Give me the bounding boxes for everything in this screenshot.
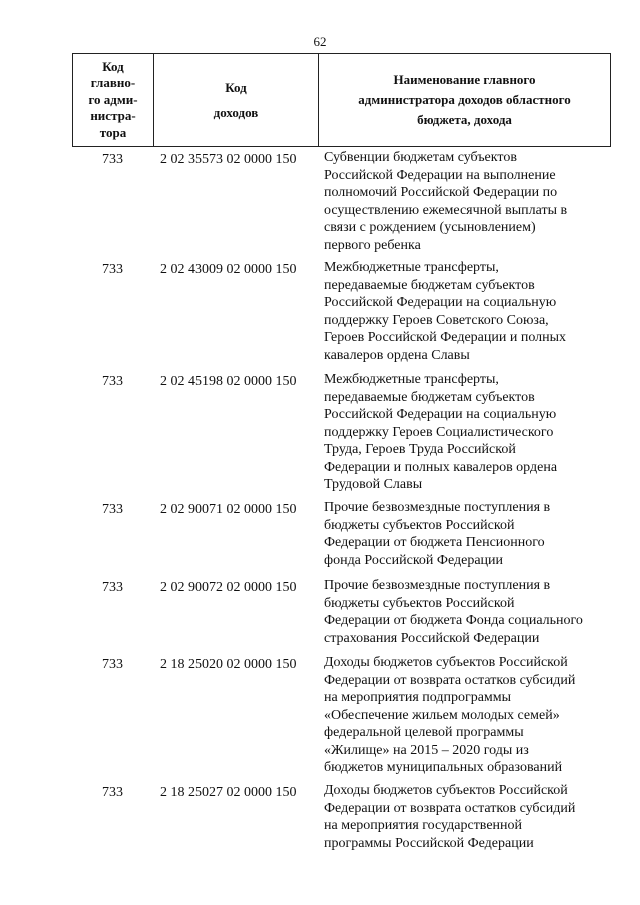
admin-code-cell: 733	[102, 152, 123, 167]
page-number: 62	[313, 34, 327, 49]
income-name-cell: Субвенции бюджетам субъектов Российской Федерации на выполнение полномочий Российской Федерации по осуществлению ежемесячной выплаты в связи с рождением (усыновлением) первого ребенка	[324, 150, 568, 253]
income-code-cell: 2 18 25027 02 0000 150	[160, 785, 297, 800]
income-name-cell: Прочие безвозмездные поступления в бюджеты субъектов Российской Федерации от бюджета Фонда социального страхования Российской Федерации	[324, 578, 583, 646]
header-name: Наименование главного администратора доходов областного бюджета, дохода	[358, 72, 571, 127]
income-code-cell: 2 18 25020 02 0000 150	[160, 657, 297, 672]
income-code-cell: 2 02 90071 02 0000 150	[160, 502, 297, 517]
table-header	[72, 53, 611, 147]
income-code-cell: 2 02 35573 02 0000 150	[160, 152, 297, 167]
header-admin-code: Код главно- го адми- нистра- тора	[73, 54, 154, 146]
admin-code-cell: 733	[102, 262, 123, 277]
income-code-cell: 2 02 43009 02 0000 150	[160, 262, 297, 277]
admin-code-cell: 733	[102, 580, 123, 595]
admin-code-cell: 733	[102, 374, 123, 389]
admin-code-cell: 733	[102, 657, 123, 672]
admin-code-cell: 733	[102, 502, 123, 517]
income-code-cell: 2 02 45198 02 0000 150	[160, 374, 297, 389]
income-code-cell: 2 02 90072 02 0000 150	[160, 580, 297, 595]
income-name-cell: Межбюджетные трансферты, передаваемые бюджетам субъектов Российской Федерации на социальную поддержку Героев Советского Союза, Героев Российской Федерации и полных кавалеров ордена Славы	[324, 260, 567, 363]
admin-code-cell: 733	[102, 785, 123, 800]
income-name-cell: Прочие безвозмездные поступления в бюджеты субъектов Российской Федерации от бюджета Пенсионного фонда Российской Федерации	[324, 500, 551, 568]
income-name-cell: Межбюджетные трансферты, передаваемые бюджетам субъектов Российской Федерации на социальную поддержку Героев Социалистического Труда, Героев Труда Российской Федерации и полных кавалеров ордена Трудовой Славы	[324, 372, 558, 492]
header-income-code: Код доходов	[154, 54, 319, 146]
income-name-cell: Доходы бюджетов субъектов Российской Федерации от возврата остатков субсидий на мероприятия подпрограммы «Обеспечение жильем молодых семей» федеральной целевой программы «Жилище» на 2015 – 2020 годы из бюджетов муниципальных образований	[324, 655, 576, 775]
income-name-cell: Доходы бюджетов субъектов Российской Федерации от возврата остатков субсидий на мероприятия государственной программы Российской Федерации	[324, 783, 576, 851]
